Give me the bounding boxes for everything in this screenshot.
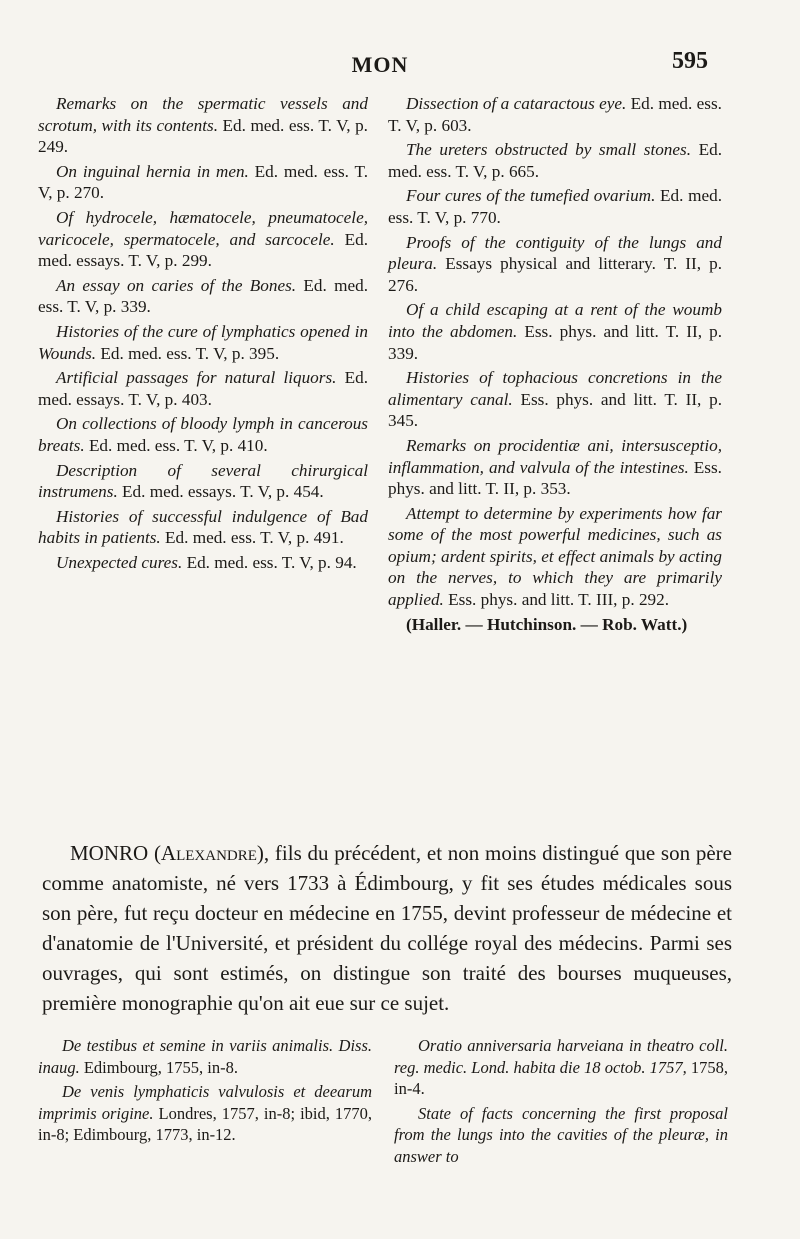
left-column <box>38 93 368 576</box>
entry-title: Unexpected cures. <box>56 552 183 572</box>
list-item <box>388 503 722 611</box>
entry-title: De testibus et semine in variis animalis. Diss. inaug. <box>38 1036 372 1077</box>
entry-title: On inguinal hernia in men. <box>56 161 249 181</box>
entry-title: Description of several chirurgical instrumens. <box>38 460 368 502</box>
entry-source: Ess. phys. and litt. T. II, p. 353. <box>388 457 722 499</box>
entry-title: Remarks on procidentiæ ani, intersusceptio, inflammation, and valvula of the intestines. <box>388 435 722 477</box>
list-item <box>388 435 722 500</box>
entry-title: Attempt to determine by experiments how far some of the most powerful medicines, such as opium; ardent spirits, et effect animals by acting on the nerves, to which they are primarily applied. <box>388 503 722 610</box>
page-number: 595 <box>672 48 708 74</box>
entry-title: The ureters obstructed by small stones. <box>406 140 692 160</box>
entry-source: Ed. med. ess. T. V, p. 249. <box>38 115 368 157</box>
list-item <box>38 93 368 158</box>
list-item <box>38 413 368 456</box>
entry-source: Ed. med. essays. T. V, p. 299. <box>38 229 368 271</box>
entry-source: Ed. med. ess. T. V, p. 770. <box>388 186 722 227</box>
list-item <box>38 1081 372 1146</box>
entry-source: Ess. phys. and litt. T. II, p. 339. <box>388 321 723 363</box>
entry-source: Ed. med. ess. T. V, p. 410. <box>84 435 268 455</box>
list-item <box>38 161 368 204</box>
entry-title: Proofs of the contiguity of the lungs and pleura. <box>388 232 722 274</box>
works-left-column <box>38 1035 372 1149</box>
entry-source: Edimbourg, 1755, in-8. <box>79 1057 238 1077</box>
entry-title: De venis lymphaticis valvulosis et deearum imprimis origine. <box>38 1082 372 1123</box>
right-column <box>388 93 722 652</box>
list-item <box>38 460 368 503</box>
entry-source: Ed. med. ess. T. V, p. 603. <box>388 94 722 135</box>
entry-source: Ed. med. ess. T. V, p. 339. <box>38 275 368 317</box>
list-item <box>388 93 722 136</box>
list-item <box>388 299 722 364</box>
entry-source: 1758, in-4. <box>394 1057 728 1098</box>
list-item <box>388 139 722 182</box>
entry-source: Ed. med. ess. T. V, p. 491. <box>160 528 344 548</box>
entry-title: Artificial passages for natural liquors. <box>56 368 337 388</box>
list-item <box>388 232 722 297</box>
entry-title: Of hydrocele, hæmatocele, pneumatocele, varicocele, spermatocele, and sarcocele. <box>38 207 368 249</box>
entry-title: Histories of successful indulgence of Bad habits in patients. <box>38 506 368 548</box>
entry-title: Dissection of a cataractous eye. <box>406 94 627 113</box>
entry-source: Ed. med. essays. T. V, p. 454. <box>117 482 324 502</box>
list-item <box>38 552 368 574</box>
entry-source: Ed. med. ess. T. V, p. 94. <box>182 552 357 572</box>
list-item <box>38 506 368 549</box>
entry-title: State of facts concerning the first proposal from the lungs into the cavities of the pleuræ, in answer to <box>394 1103 728 1166</box>
entry-title: Of a child escaping at a rent of the woumb into the abdomen. <box>388 300 722 341</box>
entry-source: Ed. med. ess. T. V, p. 665. <box>388 140 722 181</box>
biography-name: MONRO <box>70 841 149 865</box>
entry-title: Histories of the cure of lymphatics opened in Wounds. <box>38 321 368 363</box>
list-item <box>388 367 722 432</box>
list-item <box>38 1035 372 1078</box>
list-item <box>388 185 722 228</box>
entry-title: An essay on caries of the Bones. <box>56 275 297 295</box>
biography-text: , fils du précédent, et non moins distingué que son père comme anatomiste, né vers 1733 à Édimbourg, y fit ses études médicales sous son père, fut reçu docteur en médecine en 1755, devint professeur de médecine et d'anatomie de l'Université, et président du collége royal des médecins. Parmi ses ouvrages, qui sont estimés, on distingue son traité des bourses muqueuses, première monographie qu'on ait eue sur ce sujet. <box>42 841 732 1015</box>
entry-source: Ed. med. ess. T. V, p. 270. <box>38 161 368 203</box>
entry-source: Ed. med. ess. T. V, p. 395. <box>96 343 280 363</box>
entry-title: Four cures of the tumefied ovarium. <box>406 186 656 206</box>
list-item <box>394 1103 728 1168</box>
entry-source: Essays physical and litterary. T. II, p. 276. <box>388 254 722 295</box>
list-item <box>394 1035 728 1100</box>
list-item <box>38 207 368 272</box>
entry-source: Londres, 1757, in-8; ibid, 1770, in-8; Edimbourg, 1773, in-12. <box>38 1103 373 1144</box>
running-title: MON <box>351 52 409 77</box>
list-item <box>38 367 368 410</box>
references: (Haller. — Hutchinson. — Rob. Watt.) <box>406 614 688 634</box>
biography-given-name: (Alexandre) <box>153 841 264 865</box>
biography-paragraph <box>42 838 732 1018</box>
entry-title: Oratio anniversaria harveiana in theatro coll. reg. medic. Lond. habita die 18 octob. 1757, <box>394 1036 728 1077</box>
entry-title: Remarks on the spermatic vessels and scrotum, with its contents. <box>38 94 368 135</box>
entry-source: Ed. med. essays. T. V, p. 403. <box>38 368 369 409</box>
entry-source: Ess. phys. and litt. T. II, p. 345. <box>388 389 722 431</box>
entry-source: Ess. phys. and litt. T. III, p. 292. <box>443 590 670 610</box>
entry-title: On collections of bloody lymph in cancerous breats. <box>38 414 368 455</box>
works-right-column <box>394 1035 728 1170</box>
entry-title: Histories of tophacious concretions in the alimentary canal. <box>388 368 722 409</box>
list-item <box>38 321 368 364</box>
list-item <box>38 275 368 318</box>
